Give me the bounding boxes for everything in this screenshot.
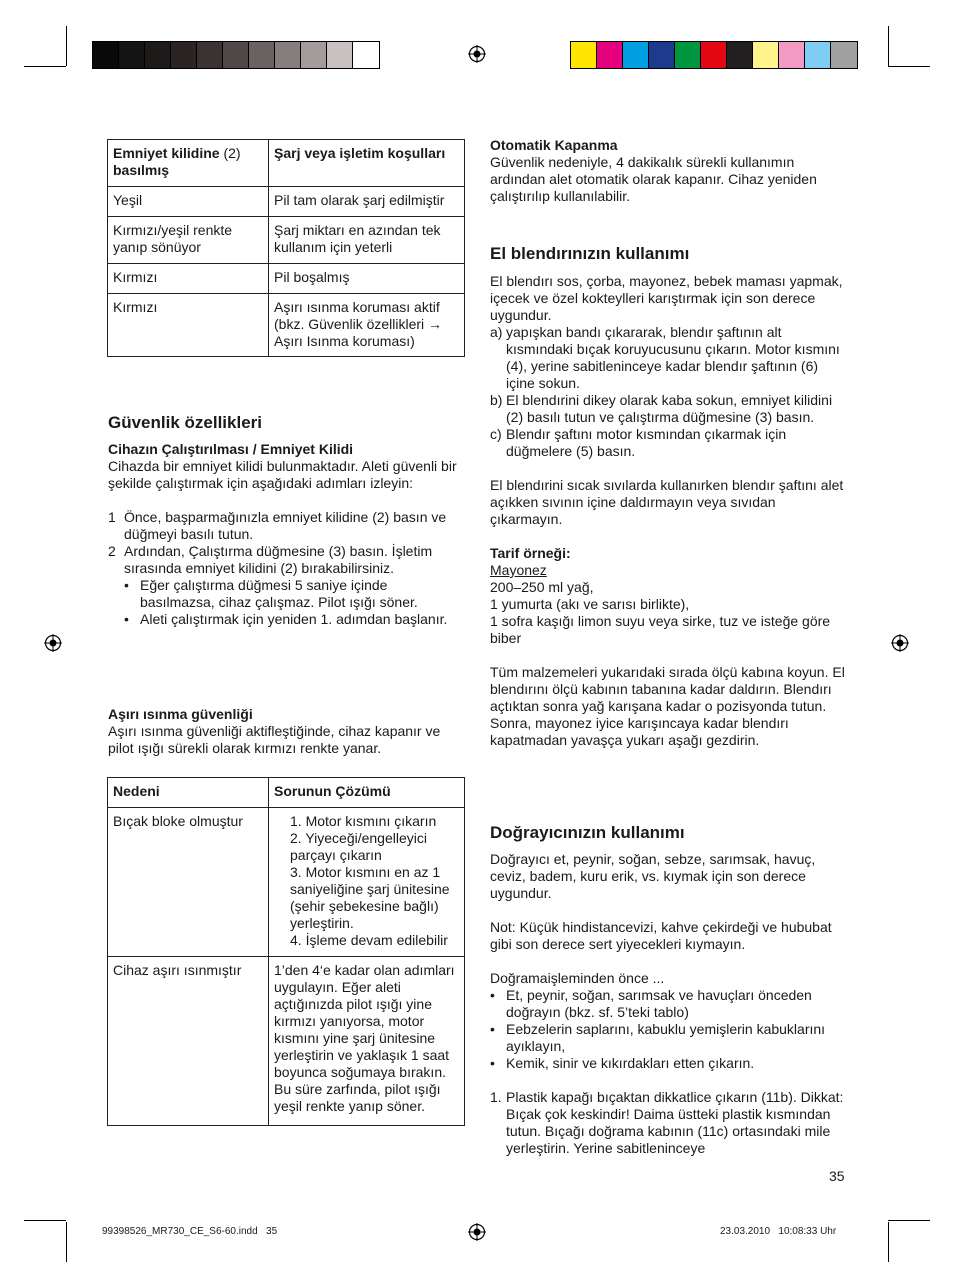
subheading: Cihazın Çalıştırılması / Emniyet Kilidi xyxy=(108,441,354,457)
table-row xyxy=(108,187,465,217)
safety-section xyxy=(108,441,464,628)
color-swatch xyxy=(327,42,353,68)
list-item: 2 Ardından, Çalıştırma düğmesine (3) basın. İşletim sırasında emniyet kilidini (2) bırakabilirsiniz. xyxy=(108,543,433,576)
color-swatch xyxy=(649,42,675,68)
subheading: Tarif örneği: xyxy=(490,545,571,561)
color-swatch xyxy=(701,42,727,68)
paragraph: Güvenlik nedeniyle, 4 dakikalık sürekli kullanımın ardından alet otomatik olarak kapanır. Cihaz yeniden çalıştırılıp kullanılabilir. xyxy=(490,154,817,204)
crop-mark xyxy=(66,26,67,66)
table-cell: Kırmızı xyxy=(108,264,269,294)
color-swatch xyxy=(805,42,831,68)
color-swatch xyxy=(145,42,171,68)
color-swatch xyxy=(275,42,301,68)
color-bar-cmyk xyxy=(570,41,858,69)
recipe-line: 1 yumurta (akı ve sarısı birlikte), xyxy=(490,596,690,612)
subheading: Aşırı ısınma güvenliği xyxy=(108,706,253,722)
auto-off-section xyxy=(490,137,850,205)
chopper-section xyxy=(490,851,850,1157)
table-header-row xyxy=(108,778,465,808)
color-swatch xyxy=(301,42,327,68)
color-swatch xyxy=(623,42,649,68)
bullet-item: • Eğer çalıştırma düğmesi 5 saniye içinde basılmazsa, cihaz çalışmaz. Pilot ışığı söner. xyxy=(124,577,418,610)
crop-mark xyxy=(24,66,66,67)
subheading: Otomatik Kapanma xyxy=(490,137,618,153)
registration-mark-icon xyxy=(891,634,909,652)
table-header-cell: Emniyet kilidine (2) basılmış xyxy=(108,140,269,187)
list-item: c) Blendır şaftını motor kısmından çıkarmak için düğmelere (5) basın. xyxy=(490,426,787,459)
bullet-item: • Et, peynir, soğan, sarımsak ve havuçları önceden doğrayın (bkz. sf. 5’teki tablo) xyxy=(490,987,812,1020)
overheat-section xyxy=(108,706,464,757)
color-swatch xyxy=(197,42,223,68)
crop-mark xyxy=(888,1222,889,1262)
list-item: 1. Motor kısmını çıkarın xyxy=(290,813,437,829)
troubleshooting-table xyxy=(107,777,465,1126)
color-swatch xyxy=(831,42,857,68)
table-cell: Kırmızı xyxy=(108,294,269,357)
table-cell: Pil tam olarak şarj edilmiştir xyxy=(269,187,465,217)
list-item: b) El blendırini dikey olarak kaba sokun, emniyet kilidini (2) basılı tutun ve çalıştırma düğmesine (3) basın. xyxy=(490,392,833,425)
color-swatch xyxy=(597,42,623,68)
recipe-line: 1 sofra kaşığı limon suyu veya sirke, tuz ve isteğe göre biber xyxy=(490,613,831,646)
recipe-name: Mayonez xyxy=(490,562,547,578)
paragraph: Doğramaişleminden önce ... xyxy=(490,970,665,986)
registration-mark-icon xyxy=(44,634,62,652)
table-header-cell: Şarj veya işletim koşulları xyxy=(269,140,465,187)
page-number: 35 xyxy=(829,1168,845,1184)
list-item: 1 Önce, başparmağınızla emniyet kilidine (2) basın ve düğmeyi basılı tutun. xyxy=(108,509,447,542)
table-cell: Yeşil xyxy=(108,187,269,217)
crop-mark xyxy=(24,1220,66,1221)
registration-mark-icon xyxy=(468,1223,486,1241)
section-heading: Doğrayıcınızın kullanımı xyxy=(490,823,685,842)
color-swatch xyxy=(249,42,275,68)
table-row xyxy=(108,957,465,1126)
paragraph: Cihazda bir emniyet kilidi bulunmaktadır. Aleti güvenli bir şekilde çalıştırmak için aşağıdaki adımları izleyin: xyxy=(108,458,457,491)
footer-timestamp: 23.03.2010 10:08:33 Uhr xyxy=(720,1226,837,1237)
bullet-item: • Eebzelerin saplarını, kabuklu yemişlerin kabuklarını ayıklayın, xyxy=(490,1021,826,1054)
crop-mark xyxy=(888,26,889,66)
color-swatch xyxy=(779,42,805,68)
crop-mark xyxy=(888,66,930,67)
table-cell: Pil boşalmış xyxy=(269,264,465,294)
recipe-line: 200–250 ml yağ, xyxy=(490,579,594,595)
table-cell: Bıçak bloke olmuştur xyxy=(108,808,269,957)
section-heading: El blendırınızın kullanımı xyxy=(490,244,690,263)
paragraph: Aşırı ısınma güvenliği aktifleştiğinde, cihaz kapanır ve pilot ışığı sürekli olarak kırmızı renkte yanar. xyxy=(108,723,441,756)
table-cell: Aşırı ısınma koruması aktif (bkz. Güvenlik özellikleri → Aşırı Isınma koruması) xyxy=(269,294,465,357)
table-row xyxy=(108,808,465,957)
crop-mark xyxy=(66,1222,67,1262)
registration-mark-icon xyxy=(468,45,486,63)
list-item: 4. İşleme devam edilebilir xyxy=(290,932,448,948)
note-paragraph: Not: Küçük hindistancevizi, kahve çekirdeği ve hububat gibi son derece sert yiyecekleri kıymayın. xyxy=(490,919,832,952)
color-bar-grayscale xyxy=(92,41,380,69)
color-swatch xyxy=(119,42,145,68)
color-swatch xyxy=(571,42,597,68)
list-item: 3. Motor kısmını en az 1 saniyeliğine şarj ünitesine (şehir şebekesine bağlı) yerleştirin. xyxy=(290,864,450,931)
table-cell: Kırmızı/yeşil renkte yanıp sönüyor xyxy=(108,217,269,264)
blender-section xyxy=(490,273,850,749)
crop-mark xyxy=(888,1220,930,1221)
footer-file-info: 99398526_MR730_CE_S6-60.indd 35 xyxy=(102,1226,278,1237)
paragraph: Tüm malzemeleri yukarıdaki sırada ölçü kabına koyun. El blendırını ölçü kabının tabanına kadar daldırın. Blendırı açtıktan sonra yağ karışana kadar o pozisyonda tutun. Sonra, mayonez iyice karışıncaya kadar blendırı kapatmadan yavaşça yukarı aşağı gezdirin. xyxy=(490,664,845,748)
table-header-cell: Sorunun Çözümü xyxy=(269,778,465,808)
list-item: a) yapışkan bandı çıkararak, blendır şaftının alt kısmındaki bıçak koruyucusunu çıkarın. Motor kısmını (4), yerine sabitleninceye kadar blendır şaftının (6) içine sokun. xyxy=(490,324,840,391)
table-row xyxy=(108,217,465,264)
color-swatch xyxy=(675,42,701,68)
paragraph: Doğrayıcı et, peynir, soğan, sebze, sarımsak, havuç, ceviz, badem, kuru erik, vs. kıymak için son derece uygundur. xyxy=(490,851,816,901)
list-item: 1. Plastik kapağı bıçaktan dikkatlice çıkarın (11b). Dikkat: Bıçak çok keskindir! Daima üstteki plastik kısmından tutun. Bıçağı doğrama kabının (11c) ortasındaki mile yerleştirin. Yerine sabitleninceye xyxy=(490,1089,844,1156)
color-swatch xyxy=(727,42,753,68)
table-cell: 1’den 4‘e kadar olan adımları uygulayın. Eğer aleti açtığınızda pilot ışığı yine kırmızı yanıyorsa, motor kısmını yine şarj ünitesine yerleştirin ve yaklaşık 1 saat boyunca soğumaya bırakın. Bu süre zarfında, pilot ışığı yeşil renkte yanıp söner. xyxy=(269,957,465,1126)
color-swatch xyxy=(353,42,379,68)
table-cell: Şarj miktarı en azından tek kullanım için yeterli xyxy=(269,217,465,264)
table-row xyxy=(108,264,465,294)
table-cell xyxy=(269,808,465,957)
bullet-item: • Kemik, sinir ve kıkırdakları etten çıkarın. xyxy=(490,1055,755,1071)
color-swatch xyxy=(753,42,779,68)
table-header-cell: Nedeni xyxy=(108,778,269,808)
list-item: 2. Yiyeceği/engelleyici parçayı çıkarın xyxy=(290,830,427,863)
section-heading: Güvenlik özellikleri xyxy=(108,413,263,432)
color-swatch xyxy=(223,42,249,68)
warning-paragraph: El blendırini sıcak sıvılarda kullanırken blendır şaftını alet açıkken sıvının içine daldırmayın veya sıvıdan çıkarmayın. xyxy=(490,477,844,527)
table-row xyxy=(108,294,465,357)
paragraph: El blendırı sos, çorba, mayonez, bebek maması yapmak, içecek ve özel kokteylleri karıştırmak için son derece uygundur. xyxy=(490,273,843,323)
table-header-row xyxy=(108,140,465,187)
status-table xyxy=(107,139,465,357)
color-swatch xyxy=(171,42,197,68)
bullet-item: • Aleti çalıştırmak için yeniden 1. adımdan başlanır. xyxy=(124,611,448,627)
color-swatch xyxy=(93,42,119,68)
table-cell: Cihaz aşırı ısınmıştır xyxy=(108,957,269,1126)
